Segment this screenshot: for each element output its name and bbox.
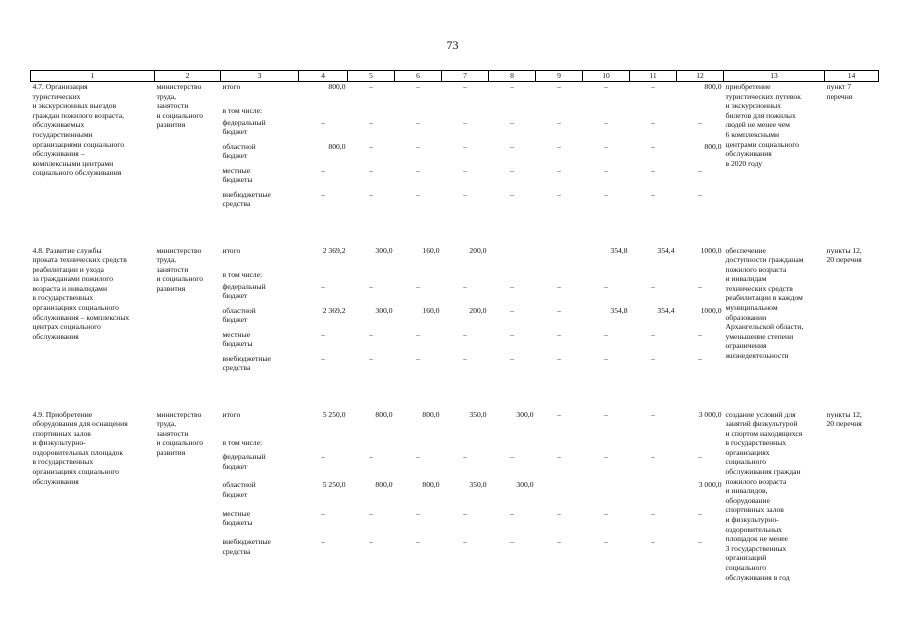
- value-cell: 5 250,0: [322, 409, 346, 419]
- value-cell: –: [557, 189, 561, 199]
- value-cell: 800,0: [704, 82, 722, 91]
- value-cell: 800,0: [328, 82, 346, 91]
- value-cell: –: [698, 537, 702, 547]
- expected-result: создание условий для занятий физкультурой и спортом находящихся в государственных организациях социального обслуживания граждан пожилого возраста и инвалидов, оборудование спортивных залов и физкультурно- оздоровительных площадок не менее 3 государственных организаций социального обслуживания в год: [725, 409, 803, 582]
- value-cell: –: [416, 353, 420, 363]
- value-cell: –: [698, 452, 702, 462]
- funding-source-label: итого: [222, 245, 241, 255]
- value-cell: –: [651, 537, 655, 547]
- value-cell: 354,4: [657, 305, 675, 315]
- funding-source-label: внебюджетные средства: [222, 353, 271, 373]
- funding-source-label: итого: [222, 409, 241, 419]
- funding-source-label: областной бюджет: [222, 480, 256, 500]
- value-cell: 160,0: [422, 245, 440, 255]
- measure-title: 4.8. Развитие службы проката технических средств реабилитации и ухода за гражданами пожилого возраста и инвалидами в государственных организациях социального обслуживания – комплексных центрах социального обслуживания: [32, 245, 130, 341]
- section-spacer: [31, 228, 879, 246]
- value-cell: 300,0: [516, 480, 534, 490]
- value-cell: [536, 480, 583, 508]
- value-cell: 300,0: [375, 305, 393, 315]
- column-header: 6: [395, 71, 442, 82]
- value-cell: –: [557, 353, 561, 363]
- value-cell: –: [321, 508, 325, 518]
- value-cell: –: [604, 409, 608, 419]
- value-cell: –: [557, 165, 561, 175]
- value-cell: –: [604, 281, 608, 291]
- value-cell: [489, 106, 536, 118]
- value-cell: –: [651, 189, 655, 199]
- value-cell: –: [463, 452, 467, 462]
- value-cell: [536, 106, 583, 118]
- value-cell: –: [321, 452, 325, 462]
- value-cell: –: [416, 117, 420, 127]
- value-cell: –: [321, 117, 325, 127]
- value-cell: –: [604, 508, 608, 518]
- funding-source-label: областной бюджет: [222, 141, 256, 161]
- funding-source-label: федеральный бюджет: [222, 452, 266, 471]
- value-cell: [299, 106, 348, 118]
- expected-result: приобретение туристических путевок и экскурсионных билетов для пожилых людей не менее чем 6 комплексными центрами социального обслуживания в 2020 году: [725, 82, 801, 168]
- value-cell: –: [698, 329, 702, 339]
- value-cell: 1000,0: [700, 305, 722, 315]
- value-cell: –: [510, 452, 514, 462]
- value-cell: 800,0: [375, 480, 393, 490]
- measure-title: 4.7. Организация туристических и экскурсионных выездов граждан пожилого возраста, обслуживаемых государственными организациями социального обслуживания – комплексными центрами социального обслуживания: [32, 82, 125, 178]
- value-cell: –: [604, 82, 608, 91]
- value-cell: 800,0: [375, 409, 393, 419]
- value-cell: –: [698, 353, 702, 363]
- value-cell: 300,0: [516, 409, 534, 419]
- reference: пункты 12, 20 перечня: [826, 245, 862, 265]
- value-cell: 800,0: [704, 141, 722, 151]
- measure-title: 4.9. Приобретение оборудования для оснащения спортивных залов и физкультурно- оздоровительных площадок в государственных организациях социального обслуживания: [32, 409, 128, 486]
- funding-source-label: федеральный бюджет: [222, 281, 266, 301]
- value-cell: [348, 270, 395, 282]
- column-header: 5: [348, 71, 395, 82]
- value-cell: [583, 106, 630, 118]
- column-header: 7: [442, 71, 489, 82]
- column-header: 2: [155, 71, 221, 82]
- budget-table: [30, 70, 879, 600]
- value-cell: –: [416, 141, 420, 151]
- value-cell: [630, 106, 677, 118]
- value-cell: [299, 270, 348, 282]
- value-cell: –: [510, 141, 514, 151]
- value-cell: [536, 246, 583, 270]
- value-cell: –: [416, 329, 420, 339]
- value-cell: –: [369, 537, 373, 547]
- funding-source-label: местные бюджеты: [222, 508, 253, 528]
- value-cell: –: [698, 165, 702, 175]
- value-cell: –: [651, 117, 655, 127]
- value-cell: [536, 438, 583, 452]
- spacer-cell: [31, 228, 879, 246]
- value-cell: –: [463, 117, 467, 127]
- value-cell: –: [369, 353, 373, 363]
- value-cell: –: [369, 329, 373, 339]
- value-cell: –: [651, 353, 655, 363]
- funding-source-label: в том числе:: [222, 269, 263, 279]
- value-cell: –: [651, 281, 655, 291]
- value-cell: –: [321, 165, 325, 175]
- funding-source-label: в том числе:: [222, 105, 263, 115]
- value-cell: –: [463, 353, 467, 363]
- value-cell: [299, 438, 348, 452]
- value-cell: –: [698, 117, 702, 127]
- funding-source-label: внебюджетные средства: [222, 537, 271, 556]
- value-cell: [677, 438, 724, 452]
- value-cell: [348, 106, 395, 118]
- value-cell: –: [369, 281, 373, 291]
- reference: пункты 12, 20 перечня: [826, 409, 862, 429]
- value-cell: –: [321, 537, 325, 547]
- value-cell: –: [604, 452, 608, 462]
- funding-source-label: местные бюджеты: [222, 329, 253, 349]
- value-cell: –: [557, 82, 561, 91]
- value-cell: –: [604, 353, 608, 363]
- value-cell: 800,0: [422, 480, 440, 490]
- value-cell: [536, 270, 583, 282]
- value-cell: –: [416, 452, 420, 462]
- value-cell: –: [510, 353, 514, 363]
- expected-result: обеспечение доступности гражданам пожилого возраста и инвалидам технических средств реабилитации в каждом муниципальном образовании Архангельской области, уменьшение степени ограничения жизнедеятельности: [725, 245, 804, 361]
- value-cell: 800,0: [328, 141, 346, 151]
- value-cell: –: [557, 305, 561, 315]
- section-spacer: [31, 582, 879, 600]
- value-cell: –: [557, 452, 561, 462]
- value-cell: –: [557, 409, 561, 419]
- value-cell: –: [604, 329, 608, 339]
- value-cell: –: [369, 508, 373, 518]
- value-cell: –: [510, 117, 514, 127]
- value-cell: –: [369, 452, 373, 462]
- value-cell: –: [321, 281, 325, 291]
- value-cell: [583, 270, 630, 282]
- value-cell: –: [604, 141, 608, 151]
- value-cell: –: [416, 82, 420, 91]
- value-cell: [677, 270, 724, 282]
- value-cell: –: [463, 82, 467, 91]
- value-cell: –: [463, 281, 467, 291]
- value-cell: –: [463, 141, 467, 151]
- value-cell: –: [321, 189, 325, 199]
- funding-source-label: внебюджетные средства: [222, 189, 271, 209]
- value-cell: –: [651, 141, 655, 151]
- value-cell: [442, 270, 489, 282]
- value-cell: 200,0: [469, 245, 487, 255]
- value-cell: [630, 438, 677, 452]
- value-cell: –: [557, 117, 561, 127]
- value-cell: 354,8: [610, 305, 628, 315]
- column-header: 1: [31, 71, 155, 82]
- value-cell: –: [416, 508, 420, 518]
- column-header: 14: [825, 71, 879, 82]
- value-cell: –: [416, 281, 420, 291]
- table-row: [31, 410, 879, 438]
- value-cell: –: [369, 189, 373, 199]
- value-cell: 200,0: [469, 305, 487, 315]
- value-cell: 350,0: [469, 409, 487, 419]
- value-cell: –: [369, 165, 373, 175]
- value-cell: –: [651, 329, 655, 339]
- value-cell: [348, 438, 395, 452]
- funding-source-label: местные бюджеты: [222, 165, 253, 185]
- value-cell: –: [604, 189, 608, 199]
- funding-source-label: областной бюджет: [222, 305, 256, 325]
- value-cell: –: [604, 165, 608, 175]
- value-cell: –: [463, 508, 467, 518]
- value-cell: –: [557, 537, 561, 547]
- value-cell: –: [651, 165, 655, 175]
- value-cell: –: [557, 329, 561, 339]
- column-header: 3: [221, 71, 299, 82]
- column-header: 9: [536, 71, 583, 82]
- value-cell: [489, 270, 536, 282]
- value-cell: –: [463, 537, 467, 547]
- value-cell: –: [510, 82, 514, 91]
- executor: министерство труда, занятости и социального развития: [156, 409, 204, 457]
- value-cell: –: [557, 141, 561, 151]
- value-cell: 300,0: [375, 245, 393, 255]
- value-cell: –: [463, 165, 467, 175]
- executor: министерство труда, занятости и социального развития: [156, 245, 204, 293]
- value-cell: 5 250,0: [322, 480, 346, 490]
- value-cell: [583, 438, 630, 452]
- table-row: [31, 82, 879, 106]
- spacer-cell: [31, 392, 879, 410]
- value-cell: 3 000,0: [698, 409, 722, 419]
- value-cell: [395, 438, 442, 452]
- value-cell: [630, 270, 677, 282]
- column-header: 13: [724, 71, 825, 82]
- column-header: 11: [630, 71, 677, 82]
- value-cell: 800,0: [422, 409, 440, 419]
- value-cell: –: [510, 537, 514, 547]
- table-row: [31, 246, 879, 270]
- value-cell: –: [416, 189, 420, 199]
- value-cell: –: [416, 165, 420, 175]
- value-cell: –: [416, 537, 420, 547]
- value-cell: [583, 480, 630, 508]
- funding-source-label: федеральный бюджет: [222, 117, 266, 137]
- value-cell: –: [321, 329, 325, 339]
- value-cell: [395, 270, 442, 282]
- value-cell: 3 000,0: [698, 480, 722, 490]
- value-cell: –: [698, 508, 702, 518]
- value-cell: –: [510, 281, 514, 291]
- value-cell: –: [651, 452, 655, 462]
- value-cell: –: [510, 189, 514, 199]
- value-cell: [677, 106, 724, 118]
- executor: министерство труда, занятости и социального развития: [156, 82, 204, 130]
- value-cell: –: [321, 353, 325, 363]
- value-cell: 1000,0: [700, 245, 722, 255]
- spacer-cell: [31, 582, 879, 600]
- value-cell: –: [698, 189, 702, 199]
- value-cell: [489, 246, 536, 270]
- value-cell: –: [651, 508, 655, 518]
- value-cell: –: [698, 281, 702, 291]
- value-cell: –: [557, 281, 561, 291]
- column-header: 4: [299, 71, 348, 82]
- value-cell: –: [463, 329, 467, 339]
- value-cell: 160,0: [422, 305, 440, 315]
- value-cell: –: [510, 508, 514, 518]
- value-cell: –: [557, 508, 561, 518]
- value-cell: [442, 438, 489, 452]
- value-cell: –: [510, 165, 514, 175]
- reference: пункт 7 перечня: [826, 82, 853, 101]
- value-cell: –: [369, 82, 373, 91]
- value-cell: 2 369,2: [322, 305, 346, 315]
- page-number: 73: [446, 38, 459, 52]
- value-cell: –: [604, 537, 608, 547]
- column-header: 10: [583, 71, 630, 82]
- value-cell: –: [369, 141, 373, 151]
- value-cell: [395, 106, 442, 118]
- value-cell: 354,8: [610, 245, 628, 255]
- funding-source-label: в том числе:: [222, 437, 263, 447]
- value-cell: –: [369, 117, 373, 127]
- value-cell: –: [510, 329, 514, 339]
- value-cell: –: [651, 82, 655, 91]
- value-cell: –: [510, 305, 514, 315]
- value-cell: 350,0: [469, 480, 487, 490]
- value-cell: –: [463, 189, 467, 199]
- value-cell: [489, 438, 536, 452]
- value-cell: –: [604, 117, 608, 127]
- funding-source-label: итого: [222, 82, 241, 91]
- value-cell: [630, 480, 677, 508]
- value-cell: –: [651, 409, 655, 419]
- column-header: 12: [677, 71, 724, 82]
- value-cell: 354,4: [657, 245, 675, 255]
- column-number-row: [31, 71, 879, 82]
- value-cell: 2 369,2: [322, 245, 346, 255]
- value-cell: [442, 106, 489, 118]
- column-header: 8: [489, 71, 536, 82]
- section-spacer: [31, 392, 879, 410]
